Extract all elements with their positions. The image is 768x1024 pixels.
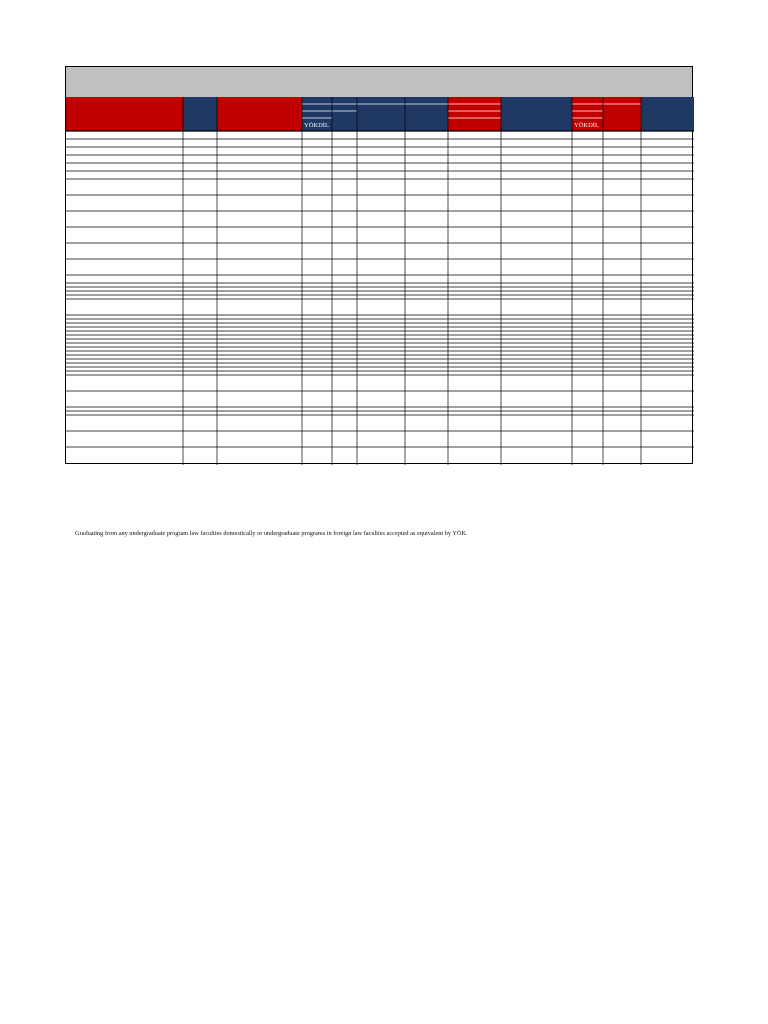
header-cell bbox=[183, 97, 217, 131]
header-yokdil-right: YÖKDİL bbox=[574, 122, 599, 129]
header-cell bbox=[405, 97, 448, 131]
program-table bbox=[65, 66, 693, 464]
header-cell bbox=[501, 97, 572, 131]
table-grid bbox=[66, 67, 694, 465]
header-cell bbox=[603, 97, 641, 131]
header-cell bbox=[448, 97, 501, 131]
header-cell bbox=[66, 97, 183, 131]
header-yokdil-left: YÖKDİL bbox=[304, 122, 329, 129]
header-cell bbox=[332, 97, 357, 131]
header-cell bbox=[357, 97, 405, 131]
header-cell bbox=[641, 97, 694, 131]
header-cell bbox=[217, 97, 302, 131]
footnote-text: Graduating from any undergraduate program law faculties domestically or undergraduate programs in foreign law faculties accepted as equivalent by YÖK. bbox=[75, 530, 468, 537]
